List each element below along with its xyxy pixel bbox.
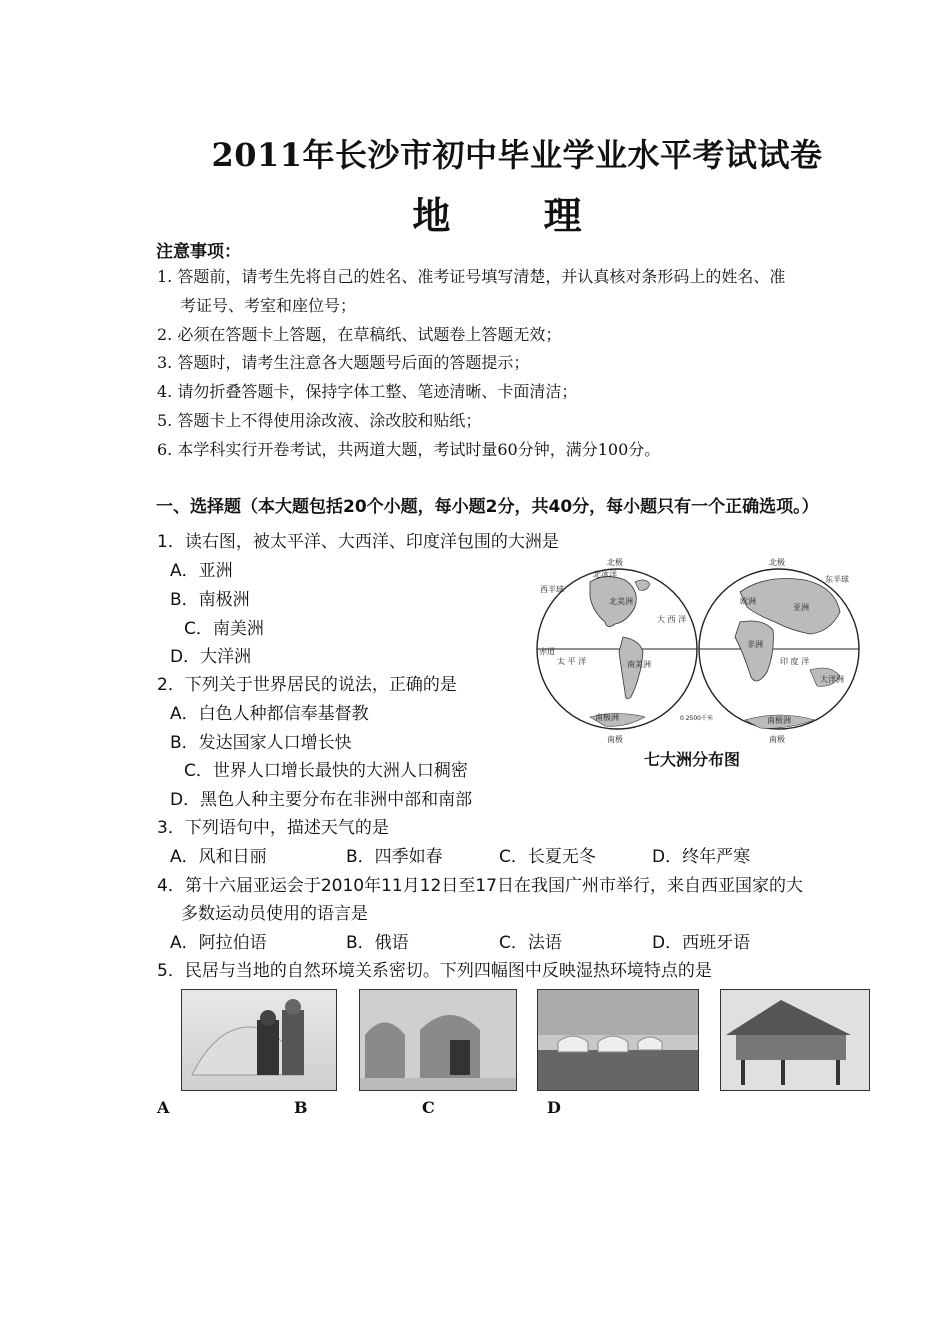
map-label: 非洲 [747,640,763,649]
map-label: 大洋洲 [820,675,844,684]
map-label: 北冰洋 [593,570,617,579]
notice-item: 1. 答题前，请考生先将自己的姓名、准考证号填写清楚，并认真核对条形码上的姓名、准 [157,267,786,286]
map-label: 南极 [769,735,785,744]
question-stem: 3．下列语句中，描述天气的是 [157,818,389,838]
option: B．四季如春 [346,847,443,867]
photo-label-b: B [294,1098,308,1117]
map-label: 太 平 洋 [557,657,587,666]
map-label: 北极 [607,558,623,567]
option: B．发达国家人口增长快 [170,733,352,753]
map-label: 北极 [769,558,785,567]
map-label: 亚洲 [793,603,809,612]
notice-item: 考证号、考室和座位号； [180,296,357,315]
section-heading: 一、选择题（本大题包括20个小题，每小题2分，共40分，每小题只有一个正确选项。） [156,497,819,517]
map-label: 南极洲 [595,713,619,722]
map-caption: 七大洲分布图 [644,750,741,769]
map-label: 南极 [607,735,623,744]
option: C．长夏无冬 [499,847,596,867]
map-label: 0 2500千米 [680,715,713,722]
photo-label-d: D [547,1098,561,1117]
subject-title: 地 理 [412,194,622,238]
option: D．西班牙语 [652,933,751,953]
option: B．俄语 [346,933,409,953]
photo-igloo [181,989,337,1091]
notice-heading: 注意事项： [156,242,241,262]
question-stem: 1．读右图，被太平洋、大西洋、印度洋包围的大洲是 [157,532,559,552]
option: D．黑色人种主要分布在非洲中部和南部 [170,790,473,810]
map-label: 赤道 [539,647,555,656]
option: C．南美洲 [184,619,264,639]
photo-cave-dwelling [359,989,517,1091]
notice-item: 3. 答题时，请考生注意各大题题号后面的答题提示； [157,353,530,372]
option: C．世界人口增长最快的大洲人口稠密 [184,761,468,781]
map-label: 南极洲 [767,716,791,725]
exam-title: 2011年长沙市初中毕业学业水平考试试卷 [211,136,823,174]
map-label: 西半球 [540,585,564,594]
map-label: 欧洲 [740,597,756,606]
map-label: 南美洲 [627,660,651,669]
photo-stilt-house [720,989,870,1091]
notice-item: 5. 答题卡上不得使用涂改液、涂改胶和贴纸； [157,411,482,430]
world-map-figure [535,552,865,747]
option: D．大洋洲 [170,647,252,667]
option: D．终年严寒 [652,847,751,867]
notice-item: 4. 请勿折叠答题卡，保持字体工整、笔迹清晰、卡面清洁； [157,382,578,401]
photo-label-a: A [157,1098,170,1117]
question-stem: 2．下列关于世界居民的说法，正确的是 [157,675,457,695]
map-label: 北美洲 [609,597,633,606]
option: A．阿拉伯语 [170,933,267,953]
notice-item: 2. 必须在答题卡上答题，在草稿纸、试题卷上答题无效； [157,325,562,344]
option: C．法语 [499,933,562,953]
option: A．白色人种都信奉基督教 [170,704,369,724]
photo-yurts [537,989,699,1091]
notice-item: 6. 本学科实行开卷考试，共两道大题，考试时量60分钟，满分100分。 [157,440,661,459]
option: A．亚洲 [170,561,233,581]
photo-label-c: C [422,1098,435,1117]
question-stem: 4．第十六届亚运会于2010年11月12日至17日在我国广州市举行，来自西亚国家的大 [157,876,803,896]
question-stem: 5．民居与当地的自然环境关系密切。下列四幅图中反映湿热环境特点的是 [157,961,712,981]
option: B．南极洲 [170,590,250,610]
question-stem-cont: 多数运动员使用的语言是 [181,904,368,924]
map-label: 印 度 洋 [780,657,810,666]
map-label: 大 西 洋 [657,615,687,624]
map-label: 东半球 [825,575,849,584]
option: A．风和日丽 [170,847,267,867]
